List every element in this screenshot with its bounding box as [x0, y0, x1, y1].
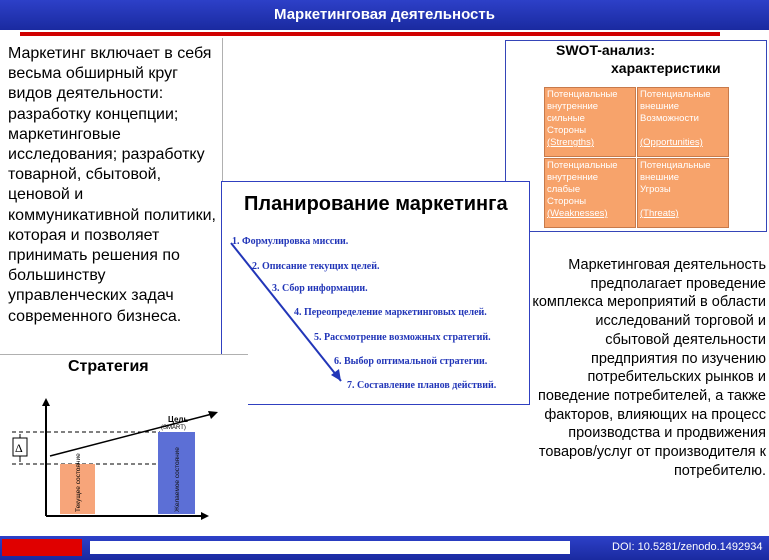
swot-subtitle: характеристики — [611, 60, 721, 76]
swot-line: внешние — [640, 101, 680, 112]
trend-arrow — [208, 411, 218, 419]
swot-line: сильные — [547, 113, 585, 124]
swot-line: Угрозы — [640, 184, 671, 195]
swot-line: Потенциальные — [640, 160, 711, 171]
current-bar-label: Текущее состояние — [75, 453, 82, 512]
planning-step-3: 3. Сбор информации. — [272, 283, 368, 294]
planning-title: Планирование маркетинга — [244, 193, 508, 215]
intro-text: Маркетинг включает в себя весьма обширный круг видов деятельности: разработку концепции; маркетинговые исследования; разработку товарной, сбытовой, ценовой и коммуникативной политики, которая и позволяет принимать решения по большинству управленческих задач современного бизнеса. — [8, 45, 216, 325]
planning-step-2: 2. Описание текущих целей. — [252, 261, 380, 272]
goal-label: Цель — [168, 415, 189, 424]
header-bar — [0, 0, 769, 32]
goal-sub-label: (SMART) — [161, 425, 186, 431]
swot-term: (Weaknesses) — [547, 208, 608, 219]
swot-title: SWOT-анализ: — [556, 42, 656, 58]
swot-line: слабые — [547, 184, 581, 195]
strategy-title: Стратегия — [68, 358, 149, 375]
planning-step-6: 6. Выбор оптимальной стратегии. — [334, 356, 488, 367]
swot-cell-strengths — [544, 87, 636, 157]
swot-cell-threats — [637, 158, 729, 228]
planning-step-7: 7. Составление планов действий. — [347, 380, 497, 391]
swot-line: Потенциальные — [547, 89, 618, 100]
footer-white-strip — [90, 541, 570, 554]
planning-step-1: 1. Формулировка миссии. — [232, 236, 349, 247]
footer-red-block — [2, 539, 82, 556]
swot-line: внутренние — [547, 172, 599, 183]
swot-line: внутренние — [547, 101, 599, 112]
planning-step-5: 5. Рассмотрение возможных стратегий. — [314, 332, 491, 343]
header-accent-line — [20, 32, 720, 36]
desired-bar-label: Желаемое состояние — [174, 447, 181, 512]
swot-line: Стороны — [547, 196, 587, 207]
definition-text: Маркетинговая деятельность предполагает проведение комплекса мероприятий в области исследований торговой и сбытовой деятельности предприятия по изучению потребительских рынков и поведение потребителей, а также факторов, влияющих на процесс производства и продвижения товаров/услуг от производителя к потребителю. — [532, 257, 766, 479]
swot-term: (Strengths) — [547, 137, 594, 148]
planning-step-4: 4. Переопределение маркетинговых целей. — [294, 307, 487, 318]
swot-term: (Threats) — [640, 208, 679, 219]
x-axis-arrow — [201, 512, 209, 520]
swot-line: Возможности — [640, 113, 699, 124]
swot-term: (Opportunities) — [640, 137, 703, 148]
swot-line: внешние — [640, 172, 680, 183]
swot-line: Стороны — [547, 125, 587, 136]
y-axis-arrow — [42, 398, 50, 406]
swot-line: Потенциальные — [640, 89, 711, 100]
delta-symbol: Δ — [15, 441, 23, 455]
doi-label: DOI: 10.5281/zenodo.1492934 — [612, 541, 763, 553]
planning-arrow — [221, 181, 530, 405]
swot-cell-weaknesses — [544, 158, 636, 228]
strategy-diagram — [0, 380, 248, 536]
swot-cell-opportunities — [637, 87, 729, 157]
swot-line: Потенциальные — [547, 160, 618, 171]
page-title: Маркетинговая деятельность — [274, 6, 495, 23]
